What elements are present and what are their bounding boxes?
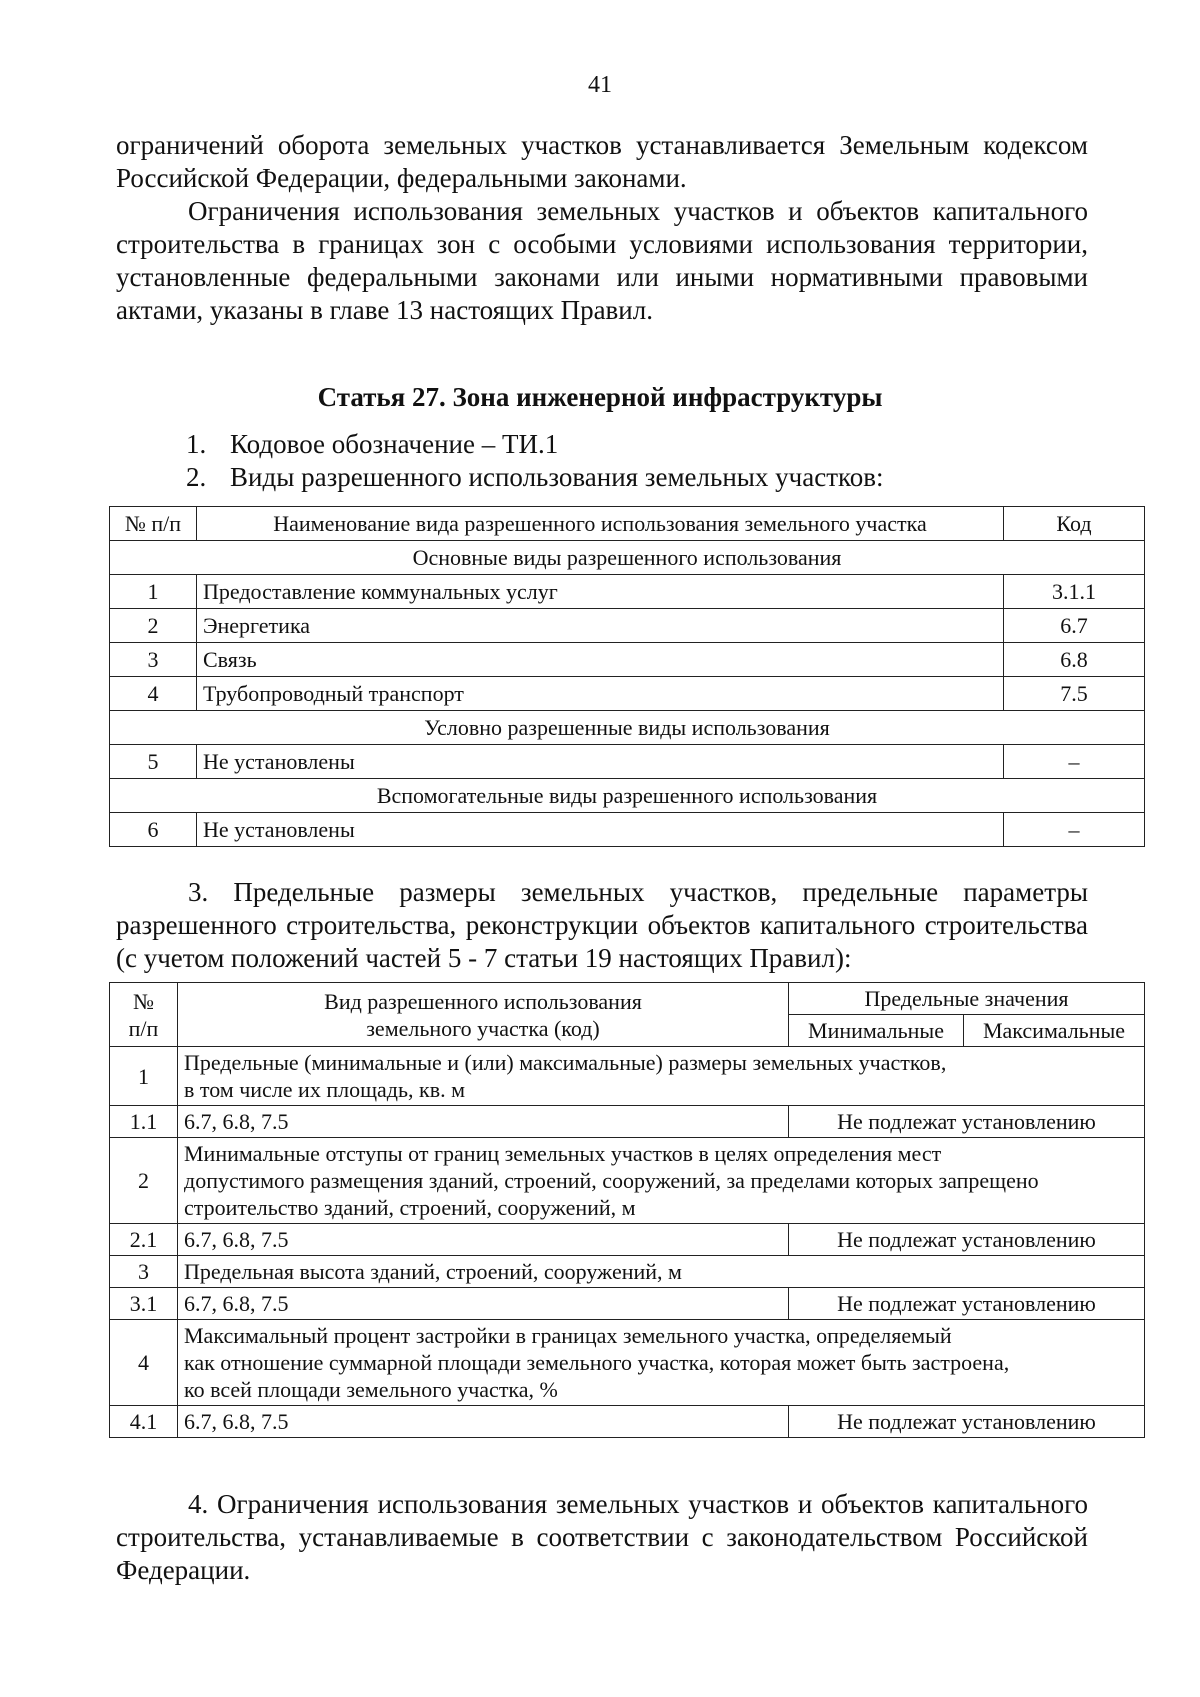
table-row xyxy=(110,813,1145,847)
header-num: № п/п xyxy=(110,507,197,541)
header-num xyxy=(110,983,178,1047)
row-description-line: Предельная высота зданий, строений, сооружений, м xyxy=(184,1259,682,1284)
list-item-code xyxy=(186,428,558,461)
row-code: – xyxy=(1004,745,1145,779)
row-value: Не подлежат установлению xyxy=(789,1106,1145,1138)
row-description-line: Максимальный процент застройки в границах земельного участка, определяемый xyxy=(184,1323,952,1348)
row-description xyxy=(178,1320,1145,1406)
list-item-text: Виды разрешенного использования земельных участков: xyxy=(230,462,884,492)
row-name: Трубопроводный транспорт xyxy=(197,677,1004,711)
header-min: Минимальные xyxy=(789,1015,964,1047)
row-num: 4.1 xyxy=(110,1406,178,1438)
table-row xyxy=(110,1224,1145,1256)
table-row xyxy=(110,1106,1145,1138)
section-title: Вспомогательные виды разрешенного использования xyxy=(110,779,1145,813)
row-codes: 6.7, 6.8, 7.5 xyxy=(178,1224,789,1256)
row-description-line: допустимого размещения зданий, строений, сооружений, за пределами которых запрещено xyxy=(184,1168,1039,1193)
row-codes: 6.7, 6.8, 7.5 xyxy=(178,1106,789,1138)
table-header-row xyxy=(110,507,1145,541)
list-item-kinds xyxy=(186,461,884,494)
paragraph-3: 3. Предельные размеры земельных участков, предельные параметры разрешенного строительства, реконструкции объектов капитального строительства (с учетом положений частей 5 - 7 статьи 19 настоящих Правил): xyxy=(116,877,1088,973)
table-row xyxy=(110,1256,1145,1288)
header-kind-line: Вид разрешенного использования xyxy=(324,988,642,1014)
row-description xyxy=(178,1256,1145,1288)
row-num: 4 xyxy=(110,677,197,711)
paragraph-4: 4. Ограничения использования земельных участков и объектов капитального строительства, устанавливаемые в соответствии с законодательством Российской Федерации. xyxy=(116,1489,1088,1585)
row-description-line: Предельные (минимальные и (или) максимальные) размеры земельных участков, xyxy=(184,1050,947,1075)
table-row xyxy=(110,1320,1145,1406)
paragraph-4-container xyxy=(116,1488,1088,1587)
section-title: Условно разрешенные виды использования xyxy=(110,711,1145,745)
list-item-text: Кодовое обозначение – ТИ.1 xyxy=(230,429,559,459)
list-item-number: 1. xyxy=(186,429,207,459)
row-num: 3 xyxy=(110,643,197,677)
row-num: 6 xyxy=(110,813,197,847)
row-num: 3 xyxy=(110,1256,178,1288)
row-num: 3.1 xyxy=(110,1288,178,1320)
header-max: Максимальные xyxy=(964,1015,1145,1047)
row-value: Не подлежат установлению xyxy=(789,1406,1145,1438)
limits-table xyxy=(109,982,1145,1438)
row-code: – xyxy=(1004,813,1145,847)
table-row xyxy=(110,609,1145,643)
paragraph-3-container xyxy=(116,876,1088,975)
row-num: 5 xyxy=(110,745,197,779)
table-row xyxy=(110,745,1145,779)
row-name: Энергетика xyxy=(197,609,1004,643)
table-row xyxy=(110,1047,1145,1106)
header-kind xyxy=(178,983,789,1047)
row-description xyxy=(178,1138,1145,1224)
table-header-row xyxy=(110,983,1145,1015)
intro-paragraph-1: ограничений оборота земельных участков устанавливается Земельным кодексом Российской Федерации, федеральными законами. xyxy=(116,130,1088,193)
intro-text xyxy=(116,129,1088,327)
row-description-line: Минимальные отступы от границ земельных участков в целях определения мест xyxy=(184,1141,942,1166)
section-row xyxy=(110,541,1145,575)
row-description xyxy=(178,1047,1145,1106)
row-num: 4 xyxy=(110,1320,178,1406)
row-code: 3.1.1 xyxy=(1004,575,1145,609)
header-num-line: п/п xyxy=(128,1015,159,1041)
row-num: 2 xyxy=(110,609,197,643)
header-code: Код xyxy=(1004,507,1145,541)
row-name: Связь xyxy=(197,643,1004,677)
row-description-line: в том числе их площадь, кв. м xyxy=(184,1077,466,1102)
table-row xyxy=(110,575,1145,609)
row-num: 1 xyxy=(110,575,197,609)
page-number: 41 xyxy=(588,72,612,98)
table-row xyxy=(110,1406,1145,1438)
table-row xyxy=(110,677,1145,711)
article-heading: Статья 27. Зона инженерной инфраструктуры xyxy=(317,382,883,412)
row-codes: 6.7, 6.8, 7.5 xyxy=(178,1406,789,1438)
row-value: Не подлежат установлению xyxy=(789,1224,1145,1256)
row-num: 1 xyxy=(110,1047,178,1106)
permitted-use-table xyxy=(109,506,1145,847)
row-num: 1.1 xyxy=(110,1106,178,1138)
table-row xyxy=(110,643,1145,677)
row-name: Предоставление коммунальных услуг xyxy=(197,575,1004,609)
section-title: Основные виды разрешенного использования xyxy=(110,541,1145,575)
header-name: Наименование вида разрешенного использования земельного участка xyxy=(197,507,1004,541)
row-code: 6.7 xyxy=(1004,609,1145,643)
row-num: 2.1 xyxy=(110,1224,178,1256)
row-codes: 6.7, 6.8, 7.5 xyxy=(178,1288,789,1320)
row-code: 6.8 xyxy=(1004,643,1145,677)
row-description-line: строительство зданий, строений, сооружений, м xyxy=(184,1195,636,1220)
header-num-line: № xyxy=(133,988,154,1014)
row-num: 2 xyxy=(110,1138,178,1224)
header-kind-line: земельного участка (код) xyxy=(366,1015,600,1041)
row-code: 7.5 xyxy=(1004,677,1145,711)
table-row xyxy=(110,1138,1145,1224)
row-description-line: ко всей площади земельного участка, % xyxy=(184,1377,558,1402)
table-row xyxy=(110,1288,1145,1320)
row-name: Не установлены xyxy=(197,813,1004,847)
section-row xyxy=(110,779,1145,813)
row-name: Не установлены xyxy=(197,745,1004,779)
intro-paragraph-2: Ограничения использования земельных участков и объектов капитального строительства в границах зон с особыми условиями использования территории, установленные федеральными законами или иными нормативными правовыми актами, указаны в главе 13 настоящих Правил. xyxy=(116,196,1088,325)
row-description-line: как отношение суммарной площади земельного участка, которая может быть застроена, xyxy=(184,1350,1010,1375)
section-row xyxy=(110,711,1145,745)
row-value: Не подлежат установлению xyxy=(789,1288,1145,1320)
list-item-number: 2. xyxy=(186,462,207,492)
header-limits: Предельные значения xyxy=(789,983,1145,1015)
